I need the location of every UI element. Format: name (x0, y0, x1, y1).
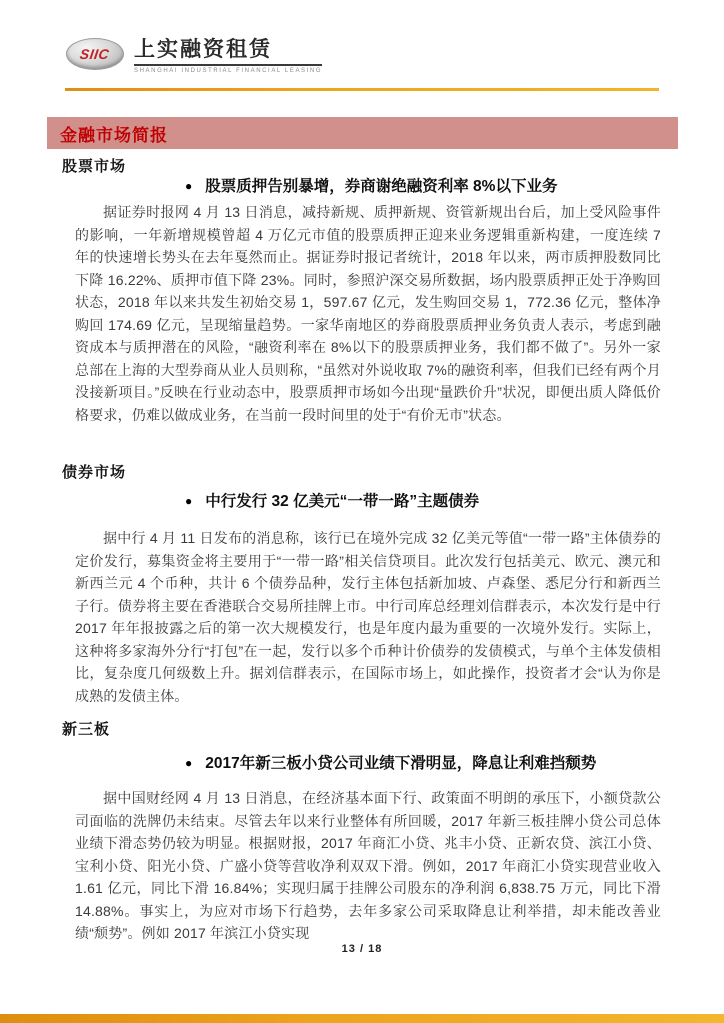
article-title-text: 中行发行 32 亿美元“一带一路”主题债券 (205, 493, 480, 510)
footer-gold-bar (0, 1014, 724, 1023)
article-body-boc-bond: 据中行 4 月 11 日发布的消息称，该行已在境外完成 32 亿美元等值“一带一路”主体债券的定价发行，募集资金将主要用于“一带一路”相关信贷项目。此次发行包括美元、欧元、澳元和新西兰元 4 个币种，共计 6 个债券品种，发行主体包括新加坡、卢森堡、悉尼分行和新西兰子行。债券将主要在香港联合交易所挂牌上市。中行司库总经理刘信群表示，本次发行是中行 2017 年年报披露之后的第一次大规模发行，也是年度内最为重要的一次境外发行。实际上，这种将多家海外分行“打包”在一起，发行以多个币种计价债券的发债模式，与单个主体发债相比，复杂度几何级数上升。据刘信群表示，在国际市场上，如此操作，投资者才会“认为你是成熟的发债主体。 (75, 530, 661, 704)
section-heading-stock-market: 股票市场 (62, 158, 127, 175)
company-name-en: SHANGHAI INDUSTRIAL FINANCIAL LEASING (134, 68, 323, 74)
section-heading-bond-market: 债券市场 (62, 464, 127, 481)
article-title-boc-bond (185, 489, 479, 511)
article-title-text: 股票质押告别暴增，券商谢绝融资利率 8%以下业务 (205, 178, 558, 195)
article-body-stock-pledge: 据证券时报网 4 月 13 日消息，减持新规、质押新规、资管新规出台后，加上受风险事件的影响，一年新增规模曾超 4 万亿元市值的股票质押正迎来业务逻辑重新构建，一度连续 7 年的快速增长势头在去年戛然而止。据证券时报记者统计，2018 年以来，两市质押股数同比下降 16.22%、质押市值下降 23%。同时，参照沪深交易所数据，场内股票质押正处于净购回状态，2018 年以来共发生初始交易 1，597.67 亿元，发生购回交易 1，772.36 亿元，整体净购回 174.69 亿元，呈现缩量趋势。一家华南地区的券商股票质押业务负责人表示，考虑到融资成本与质押潜在的风险，“融资利率在 8%以下的股票质押业务，我们都不做了”。另外一家总部在上海的大型券商从业人员则称，“虽然对外说收取 7%的融资利率，但我们已经有两个月没接新项目。”反映在行业动态中，股票质押市场如今出现“量跌价升”状况，即便出质人降低价格要求，仍难以做成业务，在当前一段时间里的处于“有价无市”状态。 (75, 204, 661, 423)
article-title-text: 2017年新三板小贷公司业绩下滑明显，降息让利难挡颓势 (205, 755, 597, 772)
bullet-icon: ● (185, 756, 193, 770)
company-name-cn: 上实融资租赁 (134, 38, 322, 66)
page-number: 13 / 18 (341, 943, 383, 955)
section-heading-neeq: 新三板 (62, 721, 111, 738)
header-gold-divider (65, 88, 659, 91)
company-logo (66, 38, 322, 74)
company-name-block (134, 38, 322, 74)
siic-brand-text: SIIC (79, 46, 111, 62)
article-title-microloan (185, 751, 596, 773)
siic-logo-icon (66, 38, 124, 70)
bullet-icon: ● (185, 494, 193, 508)
banner-title: 金融市场简报 (60, 125, 168, 145)
bullet-icon: ● (185, 179, 193, 193)
report-section-banner (47, 117, 678, 149)
article-body-microloan: 据中国财经网 4 月 13 日消息，在经济基本面下行、政策面不明朗的承压下，小额贷款公司面临的洗牌仍未结束。尽管去年以来行业整体有所回暖，2017 年新三板挂牌小贷公司总体业绩下滑态势仍较为明显。根据财报，2017 年商汇小贷、兆丰小贷、正新农贷、滨江小贷、宝利小贷、阳光小贷、广盛小贷等营收净利双双下滑。例如，2017 年商汇小贷实现营业收入 1.61 亿元，同比下滑 16.84%；实现归属于挂牌公司股东的净利润 6,838.75 万元，同比下滑 14.88%。事实上，为应对市场下行趋势，去年多家公司采取降息让利举措，却未能改善业绩“颓势”。例如 2017 年滨江小贷实现 (75, 790, 661, 941)
article-title-stock-pledge (185, 174, 557, 196)
